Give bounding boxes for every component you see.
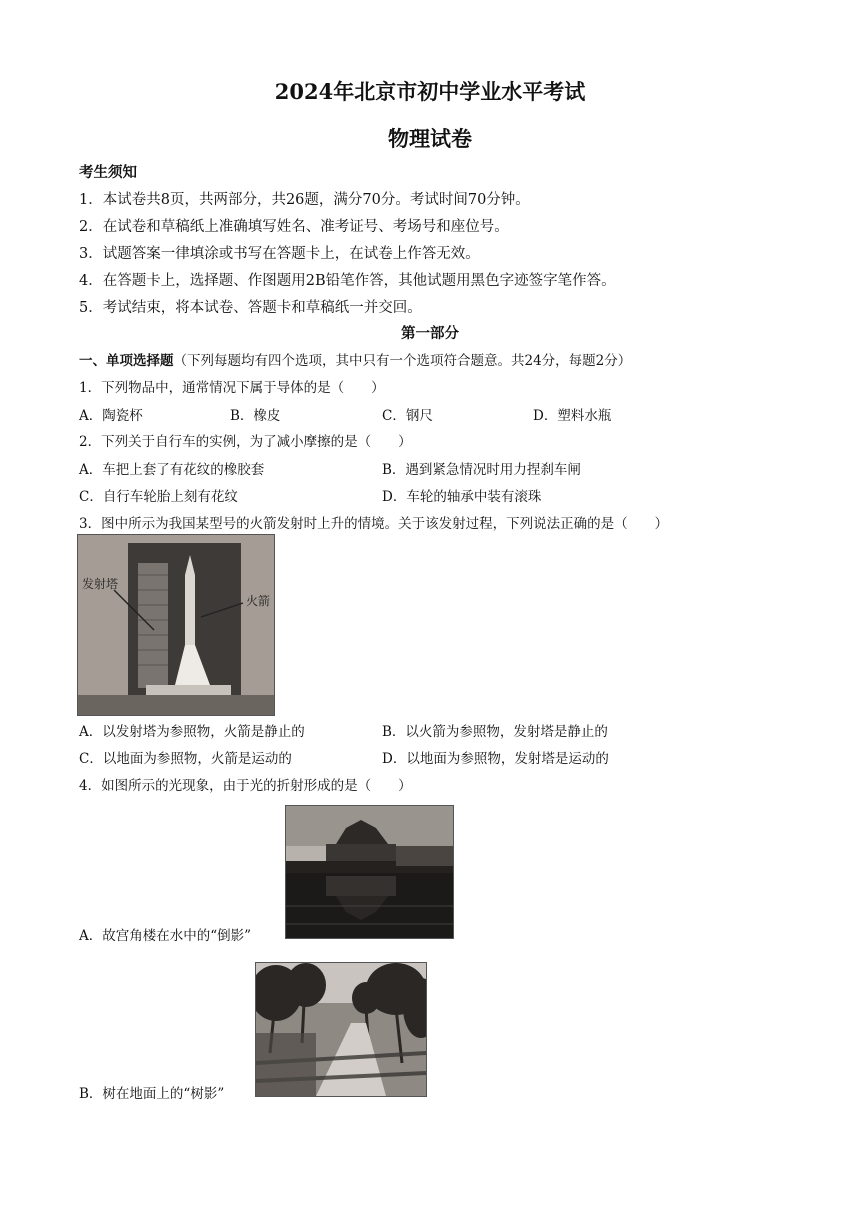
rocket-launch-photo	[77, 534, 275, 716]
option: C．自行车轮胎上刻有花纹	[79, 489, 238, 505]
question-stem: 2．下列关于自行车的实例，为了减小摩擦的是（ ）	[79, 434, 412, 450]
question-stem: 3．图中所示为我国某型号的火箭发射时上升的情境。关于该发射过程，下列说法正确的是（ ）	[79, 516, 669, 532]
figure-label-rocket: 火箭	[246, 594, 271, 608]
question-stem: 4．如图所示的光现象，由于光的折射形成的是（ ）	[79, 778, 412, 794]
section-header	[79, 349, 631, 369]
option: A．故宫角楼在水中的“倒影”	[79, 928, 252, 944]
option: D．车轮的轴承中装有滚珠	[382, 489, 542, 505]
section-note: （下列每题均有四个选项，其中只有一个选项符合题意。共24分，每题2分）	[173, 353, 632, 369]
option: C．钢尺	[382, 408, 433, 424]
part-heading: 第一部分	[401, 325, 459, 342]
notice-item: 5．考试结束，将本试卷、答题卡和草稿纸一并交回。	[79, 300, 422, 316]
question-stem: 1．下列物品中，通常情况下属于导体的是（ ）	[79, 380, 385, 396]
notice-item: 4．在答题卡上，选择题、作图题用2B铅笔作答，其他试题用黑色字迹签字笔作答。	[79, 273, 616, 289]
option: D．塑料水瓶	[533, 408, 612, 424]
figure-label-tower: 发射塔	[82, 577, 119, 591]
tree-shadow-photo	[255, 962, 427, 1097]
notice-item: 1．本试卷共8页，共两部分，共26题，满分70分。考试时间70分钟。	[79, 192, 530, 208]
notice-heading: 考生须知	[79, 164, 137, 181]
section-title: 一、单项选择题	[79, 353, 174, 369]
exam-subtitle: 物理试卷	[388, 126, 472, 151]
option: B．橡皮	[230, 408, 281, 424]
notice-item: 3．试题答案一律填涂或书写在答题卡上，在试卷上作答无效。	[79, 246, 480, 262]
option: D．以地面为参照物，发射塔是运动的	[382, 751, 609, 767]
option: B．以火箭为参照物，发射塔是静止的	[382, 724, 608, 740]
option: A．以发射塔为参照物，火箭是静止的	[79, 724, 305, 740]
option: C．以地面为参照物，火箭是运动的	[79, 751, 292, 767]
option: A．车把上套了有花纹的橡胶套	[79, 462, 265, 478]
option: B．树在地面上的“树影”	[79, 1086, 225, 1102]
exam-title: 2024年北京市初中学业水平考试	[274, 79, 586, 104]
notice-item: 2．在试卷和草稿纸上准确填写姓名、准考证号、考场号和座位号。	[79, 219, 509, 235]
option: B．遇到紧急情况时用力捏刹车闸	[382, 462, 581, 478]
option: A．陶瓷杯	[79, 408, 143, 424]
corner-tower-reflection-photo	[285, 805, 454, 939]
